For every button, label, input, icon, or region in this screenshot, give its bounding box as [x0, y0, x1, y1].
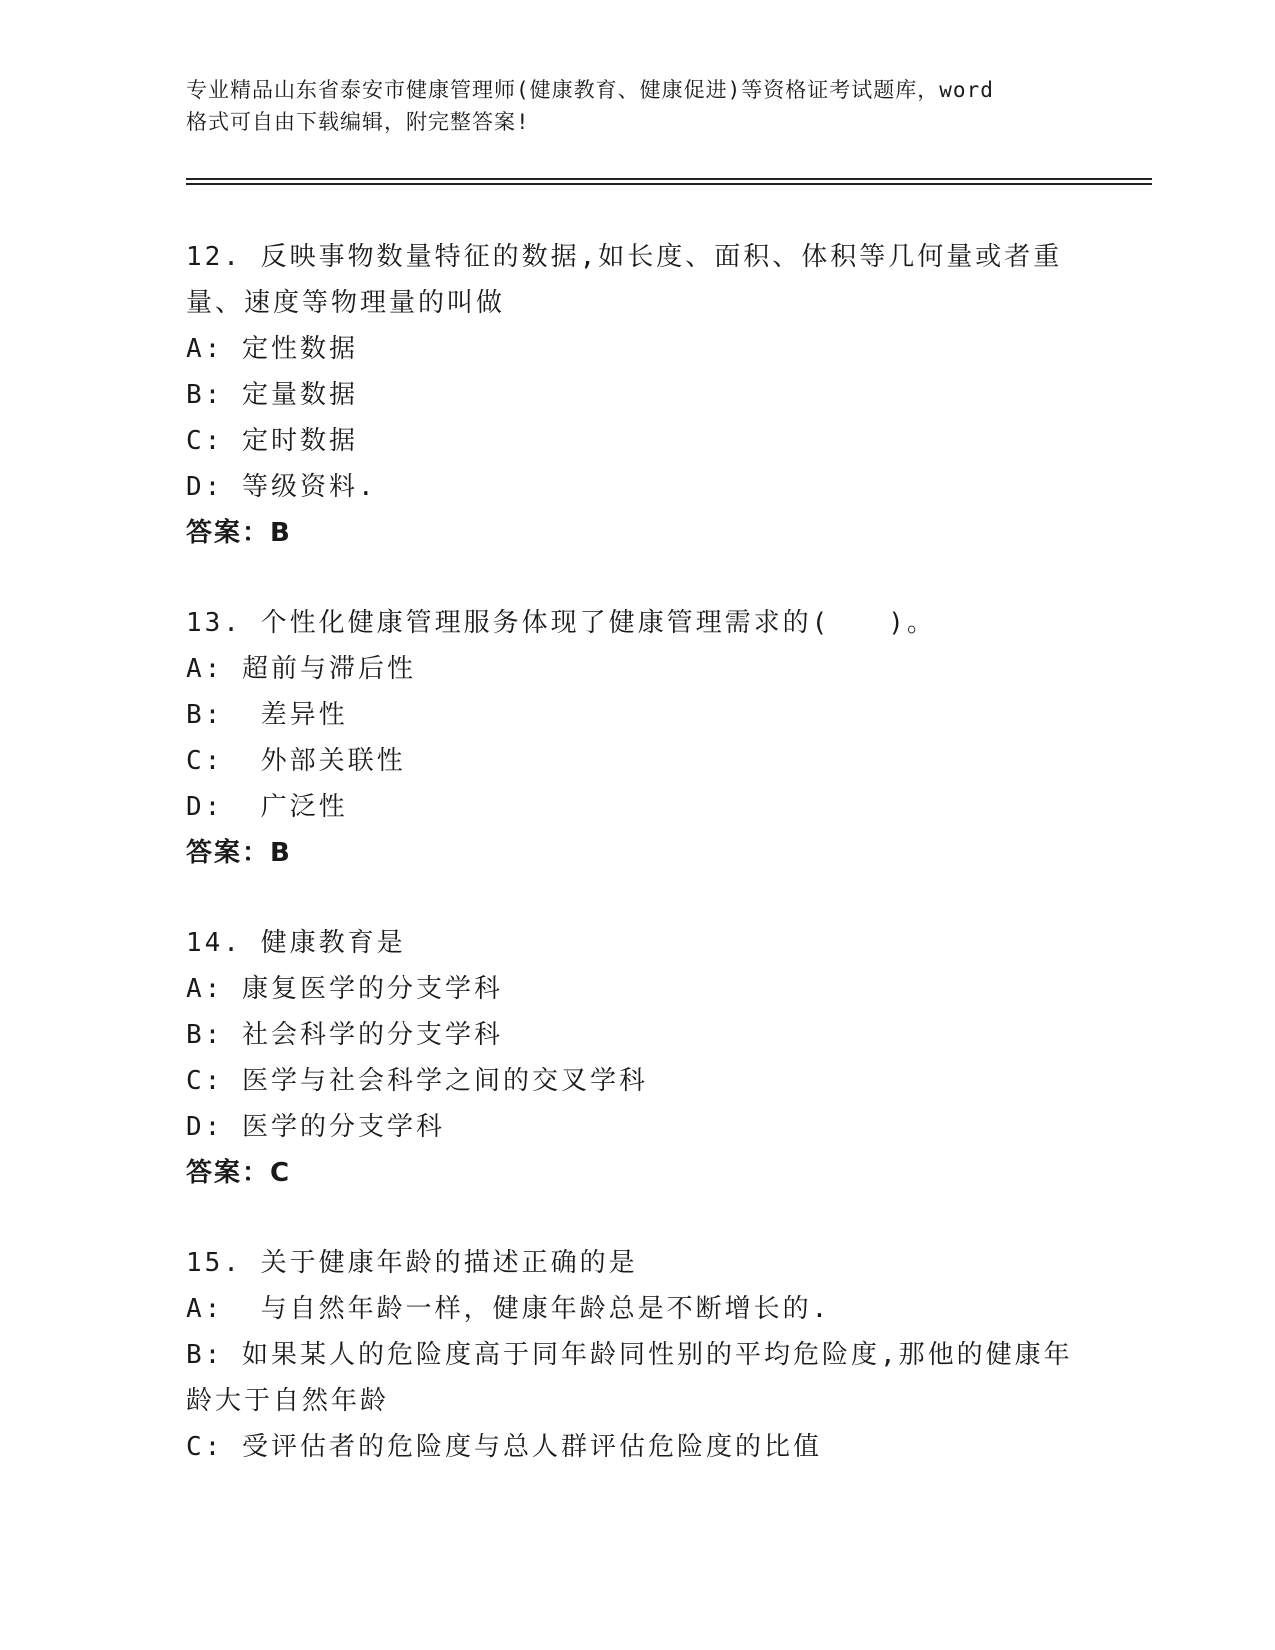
option-d: D: 医学的分支学科 — [186, 1112, 445, 1142]
option-c: C: 外部关联性 — [186, 746, 406, 776]
question-stem: 14. 健康教育是 — [186, 928, 406, 958]
question-13 — [186, 600, 1086, 876]
option-a: A: 定性数据 — [186, 334, 358, 364]
option-d: D: 广泛性 — [186, 792, 348, 822]
answer: 答案：C — [186, 1158, 292, 1188]
option-b: B: 社会科学的分支学科 — [186, 1020, 503, 1050]
option-b: B: 差异性 — [186, 700, 348, 730]
option-c: C: 医学与社会科学之间的交叉学科 — [186, 1066, 648, 1096]
option-b: B: 定量数据 — [186, 380, 358, 410]
option-a: A: 与自然年龄一样，健康年龄总是不断增长的. — [186, 1294, 831, 1324]
answer: 答案：B — [186, 838, 292, 868]
option-a: A: 超前与滞后性 — [186, 654, 416, 684]
question-stem: 15. 关于健康年龄的描述正确的是 — [186, 1248, 638, 1278]
question-15 — [186, 1240, 1086, 1470]
option-c: C: 定时数据 — [186, 426, 358, 456]
question-14 — [186, 920, 1086, 1196]
header-line-1: 专业精品山东省泰安市健康管理师(健康教育、健康促进)等资格证考试题库，word — [186, 78, 994, 102]
question-stem: 12. 反映事物数量特征的数据,如长度、面积、体积等几何量或者重量、速度等物理量的叫做 — [186, 242, 1063, 318]
header-divider-top — [186, 178, 1152, 180]
answer: 答案：B — [186, 518, 292, 548]
question-stem: 13. 个性化健康管理服务体现了健康管理需求的( )。 — [186, 608, 936, 638]
option-d: D: 等级资料. — [186, 472, 377, 502]
question-12 — [186, 234, 1086, 556]
header-divider-bottom — [186, 183, 1152, 185]
option-b: B: 如果某人的危险度高于同年龄同性别的平均危险度,那他的健康年龄大于自然年龄 — [186, 1340, 1073, 1416]
header-line-2: 格式可自由下载编辑，附完整答案! — [186, 110, 530, 134]
document-header — [186, 74, 1106, 138]
option-c: C: 受评估者的危险度与总人群评估危险度的比值 — [186, 1432, 822, 1462]
option-a: A: 康复医学的分支学科 — [186, 974, 503, 1004]
